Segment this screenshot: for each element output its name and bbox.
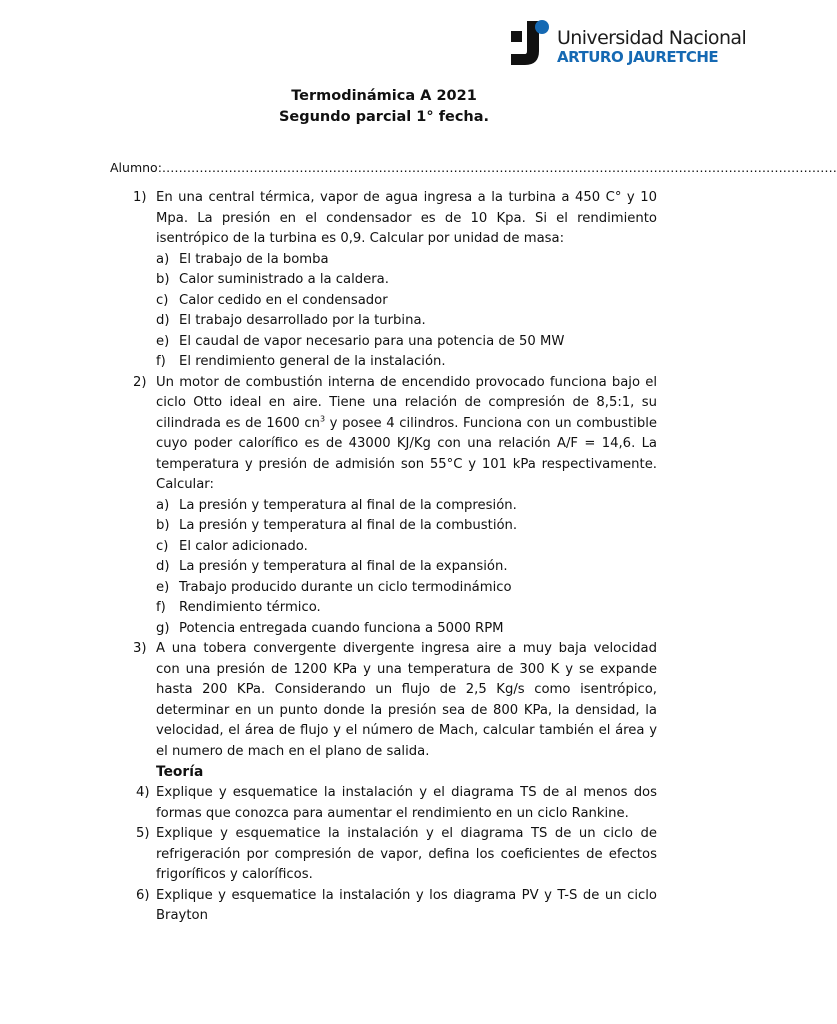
item-text: La presión y temperatura al final de la expansión.	[179, 559, 508, 574]
question-2-item-c	[0, 537, 768, 558]
question-2-item-e	[0, 578, 768, 599]
question-text: Explique y esquematice la instalación y el diagrama TS de al menos dos formas que conozca para aumentar el rendimiento en un ciclo Rankine.	[156, 785, 657, 821]
university-logo	[509, 17, 747, 69]
item-label: d)	[156, 313, 170, 328]
item-text: El caudal de vapor necesario para una potencia de 50 MW	[179, 333, 565, 349]
question-3	[0, 639, 768, 762]
item-label: d)	[156, 559, 170, 574]
item-text: El rendimiento general de la instalación.	[179, 354, 446, 369]
question-text	[156, 373, 657, 496]
item-text: Potencia entregada cuando funciona a 5000 RPM	[179, 620, 504, 636]
question-text: A una tobera convergente divergente ingresa aire a muy baja velocidad con una presión de 1200 KPa y una temperatura de 300 K y se expande hasta 200 KPa. Considerando un flujo de 2,5 Kg/s como isentrópico, determinar en un punto donde la presión sea de 800 KPa, la densidad, la velocidad, el área de flujo y el número de Mach, calcular también el área y el numero de mach en el plano de salida.	[156, 641, 657, 759]
item-text: Calor suministrado a la caldera.	[179, 272, 389, 287]
item-label: a)	[156, 251, 170, 267]
university-name: Universidad Nacional	[557, 27, 747, 49]
university-logo-mark	[509, 17, 551, 69]
exam-content	[0, 188, 768, 927]
question-text: Explique y esquematice la instalación y los diagrama PV y T-S de un ciclo Brayton	[156, 887, 657, 923]
exam-subtitle: Segundo parcial 1° fecha.	[278, 109, 490, 125]
item-label: f)	[156, 600, 166, 615]
question-number: 4)	[136, 785, 150, 800]
theory-question-5	[0, 824, 768, 886]
question-2-item-f	[0, 598, 768, 619]
item-text: El trabajo de la bomba	[179, 251, 329, 267]
university-subname: ARTURO JAURETCHE	[557, 48, 719, 66]
theory-question-6	[0, 886, 768, 927]
question-1-item-c	[0, 291, 768, 312]
item-label: b)	[156, 272, 170, 287]
question-1	[0, 188, 768, 250]
question-1-item-d	[0, 311, 768, 332]
question-number: 3)	[133, 641, 147, 656]
question-2-item-g	[0, 619, 768, 640]
superscript: 3	[319, 414, 326, 424]
item-label: e)	[156, 579, 170, 595]
question-1-item-a	[0, 250, 768, 271]
question-number: 1)	[133, 190, 147, 205]
item-text: Calor cedido en el condensador	[179, 292, 388, 308]
item-label: g)	[156, 620, 170, 636]
question-text-part: Un motor de combustión interna de encendido provocado funciona bajo el ciclo Otto ideal en aire. Tiene una relación de compresión de 8,5:1, su cilindrada es de 1600 cn	[156, 374, 657, 431]
item-text: Rendimiento térmico.	[179, 600, 321, 615]
question-2	[0, 373, 768, 496]
question-1-item-e	[0, 332, 768, 353]
item-text: El calor adicionado.	[179, 538, 308, 554]
item-label: c)	[156, 538, 169, 554]
item-text: La presión y temperatura al final de la compresión.	[179, 497, 517, 513]
question-text: En una central térmica, vapor de agua ingresa a la turbina a 450 C° y 10 Mpa. La presión en el condensador es de 10 Kpa. Si el rendimiento isentrópico de la turbina es 0,9. Calcular por unidad de masa:	[156, 190, 657, 246]
question-2-item-a	[0, 496, 768, 517]
question-number: 5)	[136, 826, 150, 841]
question-2-item-d	[0, 557, 768, 578]
question-1-item-f	[0, 352, 768, 373]
theory-heading: Teoría	[156, 764, 204, 780]
item-label: e)	[156, 333, 170, 349]
question-number: 2)	[133, 374, 147, 390]
question-number: 6)	[136, 887, 150, 903]
question-1-item-b	[0, 270, 768, 291]
item-label: b)	[156, 518, 170, 533]
item-text: La presión y temperatura al final de la combustión.	[179, 518, 518, 533]
item-text: El trabajo desarrollado por la turbina.	[179, 313, 426, 328]
student-name-line: Alumno:………………………………………………………………………………………………………………………………………………	[110, 160, 837, 175]
exam-title: Termodinámica A 2021	[291, 88, 477, 104]
question-text: Explique y esquematice la instalación y el diagrama TS de un ciclo de refrigeración por compresión de vapor, defina los coeficientes de efectos frigoríficos y caloríficos.	[156, 826, 657, 882]
question-text-part: y posee 4 cilindros. Funciona con un combustible cuyo poder calorífico es de 43000 KJ/Kg con una relación A/F = 14,6. La temperatura y presión de admisión son 55°C y 101 kPa respectivamente. Calcular:	[156, 415, 657, 492]
theory-question-4	[0, 783, 768, 824]
item-label: a)	[156, 497, 170, 513]
item-text: Trabajo producido durante un ciclo termodinámico	[179, 579, 512, 595]
item-label: f)	[156, 354, 166, 369]
question-2-item-b	[0, 516, 768, 537]
item-label: c)	[156, 292, 169, 308]
